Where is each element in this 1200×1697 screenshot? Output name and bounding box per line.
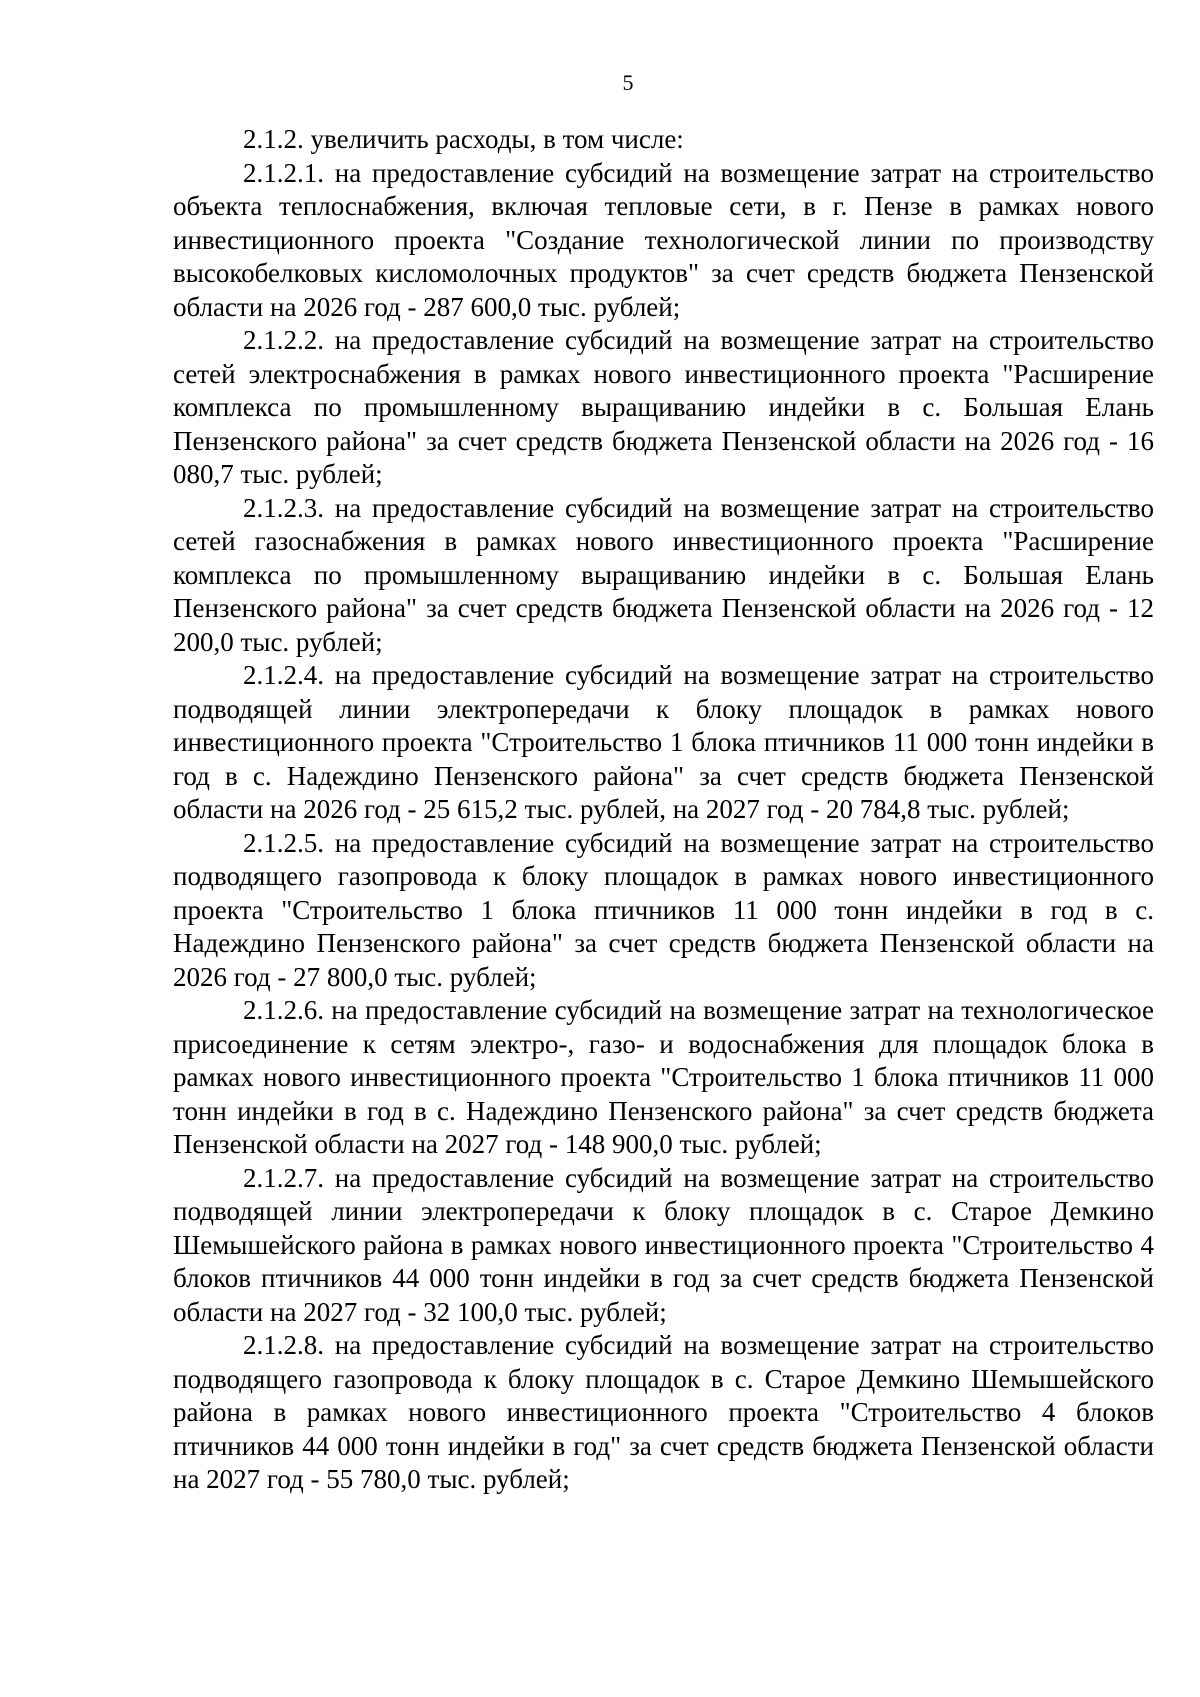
paragraph-2-1-2: 2.1.2. увеличить расходы, в том числе: bbox=[243, 124, 684, 154]
paragraph-2-1-2-8: 2.1.2.8. на предоставление субсидий на возмещение затрат на строительство подводящего газопровода к блоку площадок в с. Старое Демкино Шемышейского района в рамках нового инвестиционного проекта "Строительство 4 блоков птичников 44 000 тонн индейки в год" за счет средств бюджета Пензенской области на 2027 год - 55 780,0 тыс. рублей; bbox=[173, 1330, 1154, 1494]
paragraph-2-1-2-2: 2.1.2.2. на предоставление субсидий на возмещение затрат на строительство сетей электроснабжения в рамках нового инвестиционного проекта "Расширение комплекса по промышленному выращиванию индейки в с. Большая Елань Пензенского района" за счет средств бюджета Пензенской области на 2026 год - 16 080,7 тыс. рублей; bbox=[173, 325, 1154, 489]
paragraph-2-1-2-1: 2.1.2.1. на предоставление субсидий на возмещение затрат на строительство объекта теплоснабжения, включая тепловые сети, в г. Пензе в рамках нового инвестиционного проекта "Создание технологической линии по производству высокобелковых кисломолочных продуктов" за счет средств бюджета Пензенской области на 2026 год - 287 600,0 тыс. рублей; bbox=[173, 157, 1154, 322]
paragraph-2-1-2-5: 2.1.2.5. на предоставление субсидий на возмещение затрат на строительство подводящего газопровода к блоку площадок в рамках нового инвестиционного проекта "Строительство 1 блока птичников 11 000 тонн индейки в год в с. Надеждино Пензенского района" за счет средств бюджета Пензенской области на 2026 год - 27 800,0 тыс. рублей; bbox=[173, 827, 1154, 992]
paragraph-2-1-2-6: 2.1.2.6. на предоставление субсидий на возмещение затрат на технологическое присоединение к сетям электро-, газо- и водоснабжения для площадок блока в рамках нового инвестиционного проекта "Строительство 1 блока птичников 11 000 тонн индейки в год в с. Надеждино Пензенского района" за счет средств бюджета Пензенской области на 2027 год - 148 900,0 тыс. рублей; bbox=[173, 995, 1154, 1159]
document-body bbox=[173, 123, 1154, 1497]
paragraph-2-1-2-4: 2.1.2.4. на предоставление субсидий на возмещение затрат на строительство подводящей линии электропередачи к блоку площадок в рамках нового инвестиционного проекта "Строительство 1 блока птичников 11 000 тонн индейки в год в с. Надеждино Пензенского района" за счет средств бюджета Пензенской области на 2026 год - 25 615,2 тыс. рублей, на 2027 год - 20 784,8 тыс. рублей; bbox=[173, 660, 1154, 824]
paragraph-2-1-2-7: 2.1.2.7. на предоставление субсидий на возмещение затрат на строительство подводящей линии электропередачи к блоку площадок в с. Старое Демкино Шемышейского района в рамках нового инвестиционного проекта "Строительство 4 блоков птичников 44 000 тонн индейки в год за счет средств бюджета Пензенской области на 2027 год - 32 100,0 тыс. рублей; bbox=[173, 1162, 1154, 1327]
paragraph-2-1-2-3: 2.1.2.3. на предоставление субсидий на возмещение затрат на строительство сетей газоснабжения в рамках нового инвестиционного проекта "Расширение комплекса по промышленному выращиванию индейки в с. Большая Елань Пензенского района" за счет средств бюджета Пензенской области на 2026 год - 12 200,0 тыс. рублей; bbox=[173, 492, 1154, 657]
page-number: 5 bbox=[622, 70, 634, 95]
